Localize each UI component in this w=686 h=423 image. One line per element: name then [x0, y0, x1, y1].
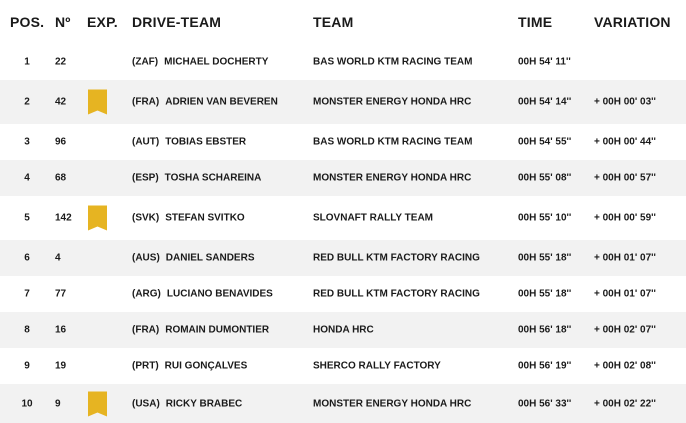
- row-team: MONSTER ENERGY HONDA HRC: [313, 96, 472, 108]
- table-row[interactable]: [0, 44, 686, 80]
- row-position: 8: [24, 324, 30, 336]
- row-driver: [132, 325, 269, 336]
- driver-nationality: (FRA): [132, 96, 160, 108]
- driver-nationality: (SVK): [132, 212, 160, 224]
- row-time: 00H 55' 18'': [518, 252, 572, 264]
- driver-nationality: (AUS): [132, 252, 160, 264]
- header-number: Nº: [55, 14, 71, 30]
- row-bike-number: 16: [55, 324, 67, 336]
- driver-name[interactable]: TOSHA SCHAREINA: [164, 172, 262, 184]
- row-driver: [132, 137, 246, 148]
- row-driver: [132, 253, 255, 264]
- row-time: 00H 55' 10'': [518, 212, 572, 224]
- row-bike-number: 96: [55, 136, 67, 148]
- expert-badge-icon: [88, 90, 107, 115]
- driver-name[interactable]: TOBIAS EBSTER: [165, 136, 247, 148]
- driver-nationality: (ESP): [132, 172, 159, 184]
- row-team: SHERCO RALLY FACTORY: [313, 360, 441, 372]
- driver-nationality: (ZAF): [132, 56, 159, 68]
- row-team: SLOVNAFT RALLY TEAM: [313, 212, 434, 224]
- header-expert: EXP.: [87, 14, 118, 30]
- header-variation: VARIATION: [594, 14, 671, 30]
- driver-name[interactable]: ADRIEN VAN BEVEREN: [165, 96, 278, 108]
- row-bike-number: 22: [55, 56, 67, 68]
- driver-name[interactable]: LUCIANO BENAVIDES: [166, 288, 273, 300]
- table-row[interactable]: [0, 348, 686, 384]
- row-time: 00H 56' 19'': [518, 360, 572, 372]
- row-time: 00H 54' 14'': [518, 96, 572, 108]
- row-position: 3: [24, 136, 30, 148]
- driver-nationality: (AUT): [132, 136, 160, 148]
- header-team: TEAM: [313, 14, 354, 30]
- driver-name[interactable]: RICKY BRABEC: [165, 398, 243, 409]
- row-bike-number: 77: [55, 288, 67, 300]
- row-variation: + 00H 00' 59'': [594, 212, 656, 224]
- row-bike-number: 19: [55, 360, 67, 372]
- row-bike-number: 42: [55, 96, 67, 108]
- row-bike-number: 68: [55, 172, 67, 184]
- header-pos: POS.: [10, 14, 45, 30]
- row-time: 00H 54' 55'': [518, 136, 572, 148]
- row-bike-number: 9: [55, 398, 61, 409]
- row-time: 00H 55' 18'': [518, 288, 572, 300]
- row-position: 9: [24, 360, 30, 372]
- row-team: RED BULL KTM FACTORY RACING: [313, 252, 480, 264]
- row-bike-number: 4: [55, 252, 61, 264]
- driver-name[interactable]: STEFAN SVITKO: [165, 212, 245, 224]
- row-driver: [132, 398, 242, 409]
- row-position: 4: [24, 172, 30, 184]
- table-row[interactable]: [0, 240, 686, 276]
- row-position: 6: [24, 252, 30, 264]
- row-team: BAS WORLD KTM RACING TEAM: [313, 136, 473, 148]
- table-row[interactable]: [0, 124, 686, 160]
- table-row[interactable]: [0, 384, 686, 423]
- row-driver: [132, 57, 268, 68]
- row-driver: [132, 213, 245, 224]
- row-time: 00H 56' 33'': [518, 398, 572, 409]
- driver-nationality: (ARG): [132, 288, 161, 300]
- row-position: 2: [24, 96, 30, 108]
- table-row[interactable]: [0, 80, 686, 124]
- header-time: TIME: [518, 14, 553, 30]
- row-variation: + 00H 00' 44'': [594, 136, 656, 148]
- row-position: 1: [24, 56, 30, 68]
- row-team: MONSTER ENERGY HONDA HRC: [313, 172, 472, 184]
- row-driver: [132, 173, 261, 184]
- table-row[interactable]: [0, 312, 686, 348]
- row-driver: [132, 289, 273, 300]
- expert-badge-icon: [88, 391, 107, 416]
- table-row[interactable]: [0, 160, 686, 196]
- row-position: 5: [24, 212, 30, 224]
- row-time: 00H 55' 08'': [518, 172, 572, 184]
- table-row[interactable]: [0, 196, 686, 240]
- expert-badge-icon: [88, 206, 107, 231]
- row-driver: [132, 361, 247, 372]
- row-variation: + 00H 00' 57'': [594, 172, 656, 184]
- driver-name[interactable]: ROMAIN DUMONTIER: [165, 324, 270, 336]
- driver-nationality: (PRT): [132, 360, 159, 372]
- row-variation: + 00H 02' 22'': [594, 398, 656, 409]
- header-drive-team: DRIVE-TEAM: [132, 14, 222, 30]
- driver-name[interactable]: DANIEL SANDERS: [165, 252, 255, 264]
- row-variation: + 00H 00' 03'': [594, 96, 656, 108]
- row-variation: + 00H 02' 07'': [594, 324, 656, 336]
- row-variation: + 00H 01' 07'': [594, 252, 656, 264]
- row-team: HONDA HRC: [313, 324, 374, 336]
- row-time: 00H 56' 18'': [518, 324, 572, 336]
- row-driver: [132, 97, 278, 108]
- row-team: MONSTER ENERGY HONDA HRC: [313, 398, 472, 409]
- driver-name[interactable]: MICHAEL DOCHERTY: [164, 56, 269, 68]
- driver-nationality: (FRA): [132, 324, 160, 336]
- table-header: [0, 0, 686, 44]
- driver-nationality: (USA): [132, 398, 160, 409]
- row-variation: + 00H 01' 07'': [594, 288, 656, 300]
- table-row[interactable]: [0, 276, 686, 312]
- row-position: 7: [24, 288, 30, 300]
- table-body: [0, 44, 686, 423]
- row-team: BAS WORLD KTM RACING TEAM: [313, 56, 473, 68]
- driver-name[interactable]: RUI GONÇALVES: [164, 360, 248, 372]
- row-team: RED BULL KTM FACTORY RACING: [313, 288, 480, 300]
- row-variation: + 00H 02' 08'': [594, 360, 656, 372]
- row-bike-number: 142: [55, 212, 72, 224]
- row-time: 00H 54' 11'': [518, 56, 571, 68]
- row-position: 10: [21, 398, 33, 409]
